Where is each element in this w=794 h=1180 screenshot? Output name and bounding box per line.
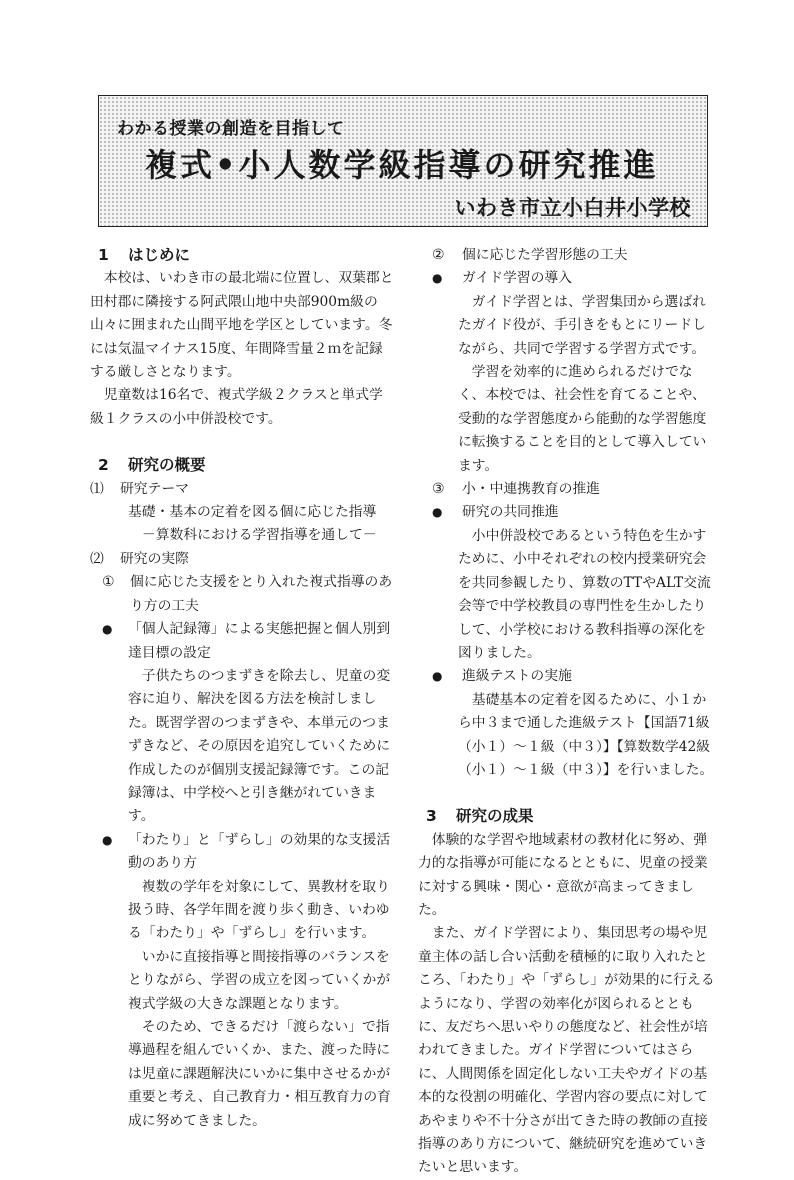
paragraph: ガイド学習とは、学習集団から選ばれたガイド役が、手引きをもとにリードしながら、共同で学習する学習方式です。 <box>458 293 706 357</box>
bullet-body <box>90 876 396 1133</box>
research-theme <box>90 501 396 548</box>
section-number: 1 <box>98 246 109 264</box>
section-3-heading <box>418 805 718 828</box>
theme-line: 基礎・基本の定着を図る個に応じた指導 <box>128 504 377 521</box>
bullet-icon: ● <box>432 271 443 286</box>
list-item-text: 小・中連携教育の推進 <box>462 481 600 498</box>
bullet-text: 研究の共同推進 <box>462 504 559 521</box>
bullet-body <box>418 291 718 478</box>
list-marker: ⑵ <box>90 550 104 567</box>
paragraph: 児童数は16名で、複式学級２クラスと単式学級１クラスの小中併設校です。 <box>90 387 383 427</box>
right-column <box>418 244 718 1180</box>
list-item <box>418 244 718 267</box>
bullet-body <box>418 525 718 665</box>
paragraph: いかに直接指導と間接指導のバランスをとりながら、学習の成立を図っていくかが複式学級の大きな課題となります。 <box>128 948 391 1012</box>
list-item <box>418 478 718 501</box>
list-item-text: 個に応じた学習形態の工夫 <box>462 247 628 263</box>
paragraph: 複数の学年を対象にして、異教材を取り扱う時、各学年間を渡り歩く動き、いわゆる「わたり」や「ずらし」を行います。 <box>128 878 390 942</box>
list-marker: ① <box>102 574 115 591</box>
bullet-body <box>418 689 718 783</box>
bullet-text: 「わたり」と「ずらし」の効果的な支援活動のあり方 <box>128 831 391 872</box>
paragraph: 体験的な学習や地域素材の教材化に努め、弾力的な指導が可能になるとともに、児童の授業に対する興味・関心・意欲が高まってきました。 <box>418 831 708 918</box>
left-column <box>90 244 396 1133</box>
subsection-label: 研究テーマ <box>120 480 189 497</box>
bullet-icon: ● <box>432 505 443 520</box>
section-title: はじめに <box>128 246 191 264</box>
section-1-heading <box>90 244 396 267</box>
theme-subtitle: －算数科における学習指導を通して－ <box>142 527 377 544</box>
section-title: 研究の概要 <box>128 456 206 475</box>
section-title: 研究の成果 <box>456 807 534 826</box>
bullet-text: 進級テストの実施 <box>462 668 572 685</box>
list-marker: ③ <box>432 481 445 498</box>
bullet-item <box>418 267 718 290</box>
bullet-icon: ● <box>102 622 113 637</box>
list-item-text: 個に応じた支援をとり入れた複式指導のあり方の工夫 <box>130 574 393 614</box>
page-title: 複式•小人数学級指導の研究推進 <box>145 146 659 184</box>
section-number: 2 <box>98 456 109 475</box>
paragraph: また、ガイド学習により、集団思考の場や児童主体の話し合い活動を積極的に取り入れたところ、「わたり」や「ずらし」が効果的に行えるようになり、学習の効率化が図られるとともに、友だちへ思いやりの態度など、社会性が培われてきました。ガイド学習についてはさらに、人間関係を固定化しない工夫やガイドの基本的な役割の明確化、学習内容の要点に対してあやまりや不十分さが出てきた時の教師の直接指導のあり方について、継続研究を進めていきたいと思います。 <box>418 925 715 1176</box>
list-item <box>90 571 396 618</box>
bullet-icon: ● <box>432 669 443 684</box>
paragraph: 学習を効率的に進められるだけでなく、本校では、社会性を育てることや、受動的な学習態度から能動的な学習態度に転換することを目的として導入しています。 <box>458 364 707 474</box>
subsection-theme <box>90 478 396 501</box>
bullet-icon: ● <box>102 832 113 847</box>
bullet-item <box>418 501 718 524</box>
paragraph: 基礎基本の定着を図るために、小１から中３まで通した進級テスト【国語71級（小１）～１級（中３）】【算数数学42級（小１）～１級（中３）】を行いました。 <box>458 691 714 778</box>
list-marker: ② <box>432 247 445 263</box>
bullet-text: ガイド学習の導入 <box>462 270 572 287</box>
section-2-heading <box>90 454 396 477</box>
kicker-text: わかる授業の創造を目指して <box>117 119 345 139</box>
subsection-label: 研究の実際 <box>120 550 189 567</box>
bullet-text: 「個人記録簿」による実態把握と個人別到達目標の設定 <box>128 621 391 661</box>
section-number: 3 <box>426 807 437 826</box>
bullet-item <box>90 618 396 665</box>
paragraph: 小中併設校であるという特色を生かすために、小中それぞれの校内授業研究会を共同参観したり、算数のTTやALT交流会等で中学校教員の専門性を生かしたりして、小学校における教科指導の深化を図りました。 <box>458 527 711 661</box>
paragraph: そのため、できるだけ「渡らない」で指導過程を組んでいくか、また、渡った時には児童に課題解決にいかに集中させるかが重要と考え、自己教育力・相互教育力の育成に努めてきました。 <box>128 1019 391 1129</box>
bullet-item <box>418 665 718 688</box>
list-marker: ⑴ <box>90 480 104 497</box>
paragraph: 本校は、いわき市の最北端に位置し、双葉郡と田村郡に隣接する阿武隈山地中央部900m級の山々に囲まれた山間平地を学区としています。冬には気温マイナス15度、年間降雪量２ｍを記録する厳しさとなります。 <box>90 270 394 381</box>
bullet-body <box>90 665 396 829</box>
subsection-practice <box>90 548 396 571</box>
bullet-item <box>90 829 396 876</box>
title-banner <box>98 95 708 227</box>
school-name: いわき市立小白井小学校 <box>454 196 691 220</box>
paragraph: 子供たちのつまずきを除去し、児童の変容に迫り、解決を図る方法を検討しました。既習学習のつまずきや、本単元のつまずきなど、その原因を追究していくために作成したのが個別支援記録簿です。この記録簿は、中学校へと引き継がれていきます。 <box>128 667 391 825</box>
